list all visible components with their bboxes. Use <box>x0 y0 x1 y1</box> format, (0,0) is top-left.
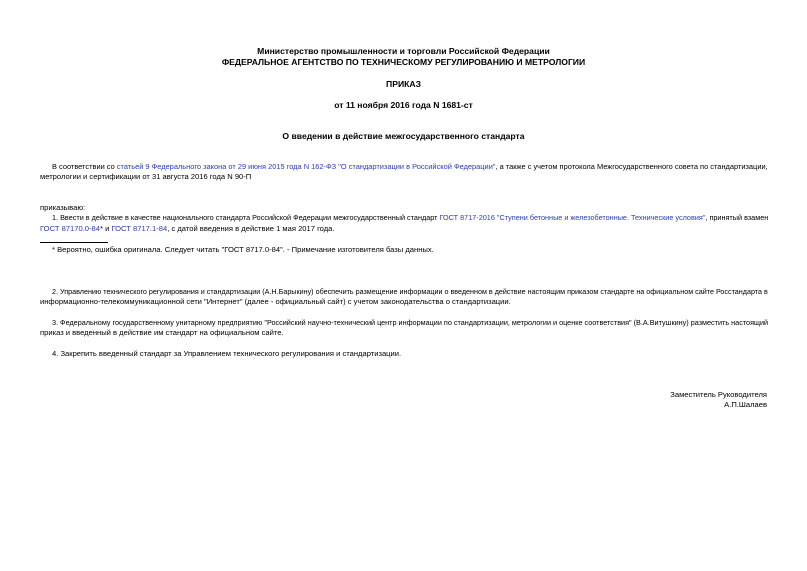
item-1-line-1 <box>52 213 768 223</box>
law-article-link[interactable]: статьей 9 Федерального закона от 29 июня 2015 года N 162-ФЗ "О стандартизации в Российской Федерации" <box>116 162 496 171</box>
item-1-tail: , с датой введения в действие 1 мая 2017 года. <box>167 224 335 233</box>
preamble-line-1 <box>52 162 768 172</box>
footnote: * Вероятно, ошибка оригинала. Следует читать "ГОСТ 8717.0-84". - Примечание изготовителя базы данных. <box>52 245 434 254</box>
signatory-position: Заместитель Руководителя <box>670 390 767 399</box>
ministry-heading: Министерство промышленности и торговли Российской Федерации <box>257 46 550 56</box>
item-1-text-end: , принятый взамен <box>705 213 769 222</box>
item-1-line-2 <box>40 224 335 234</box>
item-1-text: 1. Ввести в действие в качестве национального стандарта Российской Федерации межгосударственный стандарт <box>52 213 440 222</box>
gost-87170-0-84-link[interactable]: ГОСТ 87170.0-84 <box>40 224 100 233</box>
item-4: 4. Закрепить введенный стандарт за Управлением технического регулирования и стандартизации. <box>52 349 402 358</box>
item-3-line-2: приказ и введенный в действие им стандарт на официальном сайте. <box>40 328 284 337</box>
conjunction: и <box>102 224 112 233</box>
document-date: от 11 ноября 2016 года N 1681-ст <box>334 100 473 110</box>
footnote-marker: * <box>100 224 103 233</box>
preamble-line-2: метрологии и сертификации от 31 августа 2016 года N 90-П <box>40 172 252 181</box>
gost-8717-1-84-link[interactable]: ГОСТ 8717.1-84 <box>111 224 168 233</box>
gost-8717-2016-link[interactable]: ГОСТ 8717-2016 "Ступени бетонные и железобетонные. Технические условия" <box>439 213 706 222</box>
signatory-name: А.П.Шалаев <box>724 400 767 409</box>
preamble-text-end: , а также с учетом протокола Межгосударственного совета по стандартизации, <box>495 162 768 171</box>
preamble-text: В соответствии со <box>52 162 117 171</box>
item-3-line-1: 3. Федеральному государственному унитарному предприятию "Российский научно-технический центр информации по стандартизации, метрологии и оценке соответствия" (В.А.Витушкину) разместить настоящий <box>52 318 769 327</box>
agency-heading: ФЕДЕРАЛЬНОЕ АГЕНТСТВО ПО ТЕХНИЧЕСКОМУ РЕГУЛИРОВАНИЮ И МЕТРОЛОГИИ <box>221 57 586 67</box>
order-word: приказываю: <box>40 203 86 212</box>
footnote-divider <box>40 242 108 243</box>
item-2-line-1: 2. Управлению технического регулирования и стандартизации (А.Н.Барыкину) обеспечить размещение информации о введенном в действие настоящим приказом стандарте на официальном сайте Росстандарта в <box>52 287 768 296</box>
document-subject: О введении в действие межгосударственного стандарта <box>282 131 525 141</box>
item-2-line-2: информационно-телекоммуникационной сети "Интернет" (далее - официальный сайт) с учетом законодательства о стандартизации. <box>40 297 511 306</box>
document-type: ПРИКАЗ <box>386 79 421 89</box>
